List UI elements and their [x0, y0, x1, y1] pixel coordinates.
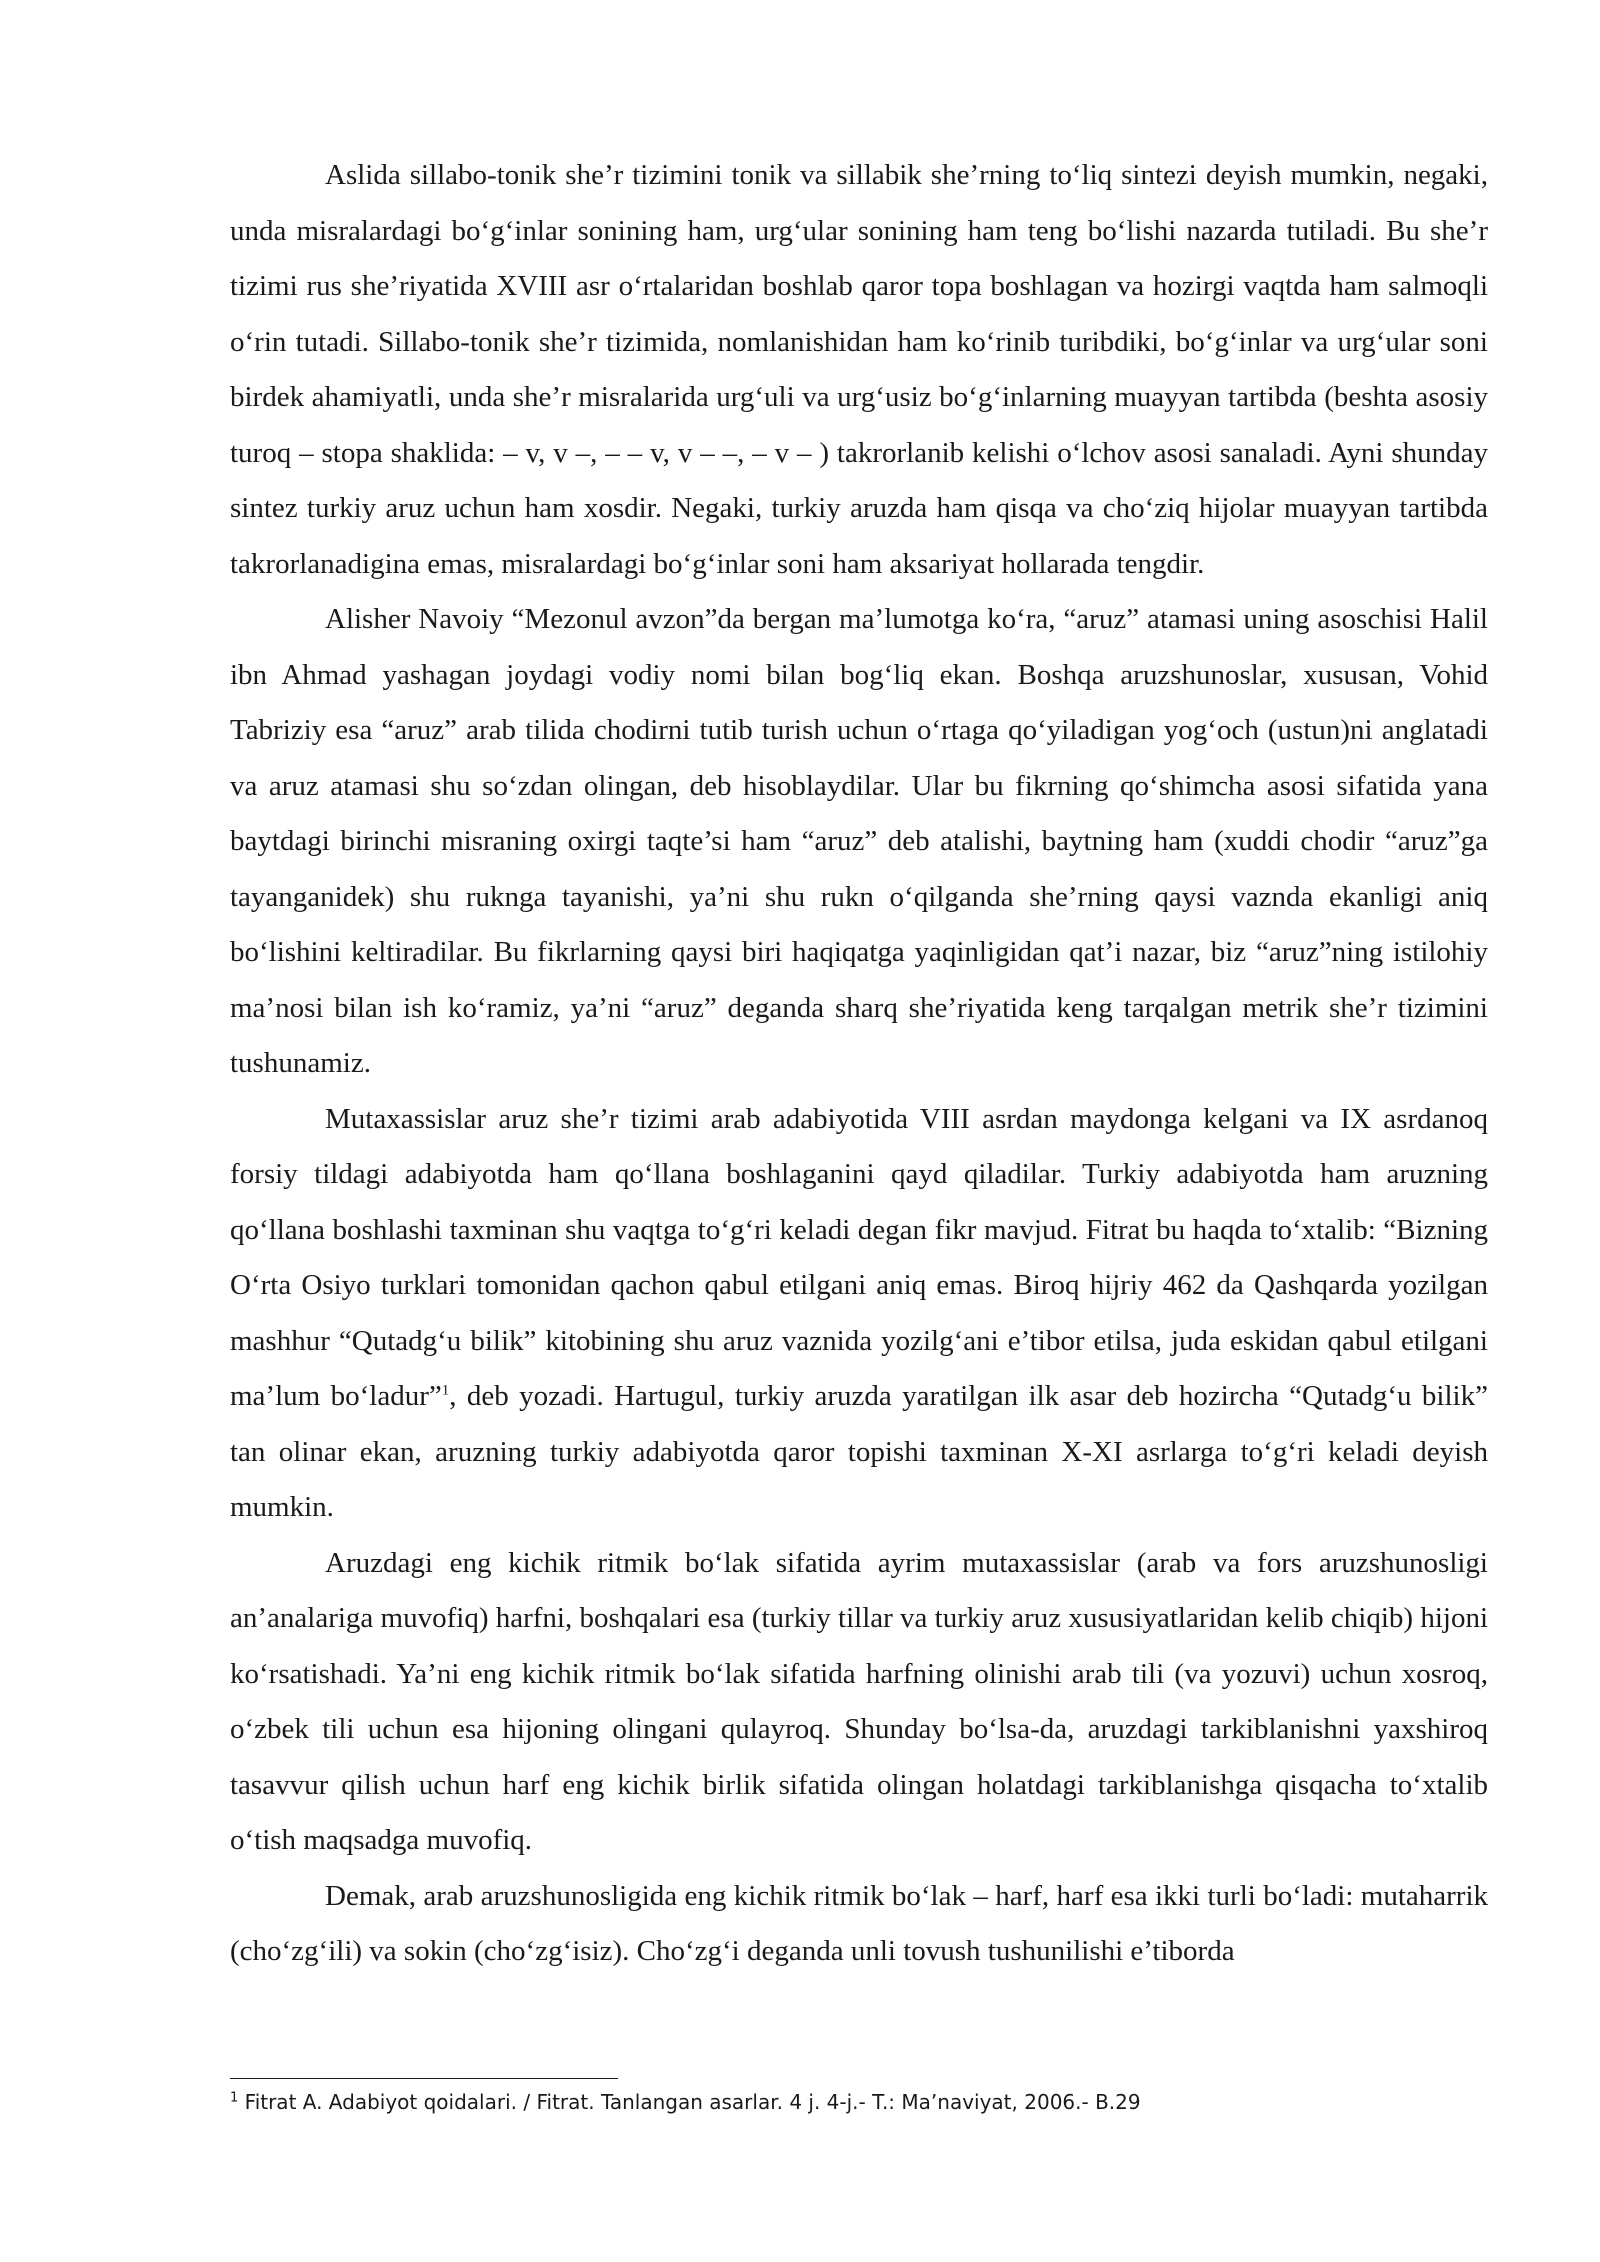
- footnote-marker: 1: [230, 2090, 239, 2106]
- paragraph-5: Demak, arab aruzshunosligida eng kichik ritmik bo‘lak – harf, harf esa ikki turli bo‘ladi: mutaharrik (cho‘zg‘ili) va sokin (cho‘zg‘isiz). Cho‘zg‘i deganda unli tovush tushunilishi e’tiborda: [230, 1879, 1488, 1967]
- paragraph-3: [230, 1092, 1488, 1536]
- paragraph-3-text-continued: , deb yozadi. Hartugul, turkiy aruzda yaratilgan ilk asar deb hozircha “Qutadg‘u bilik” tan olinar ekan, aruzning turkiy adabiyotda qaror topishi taxminan X-XI asrlarga to‘g‘ri keladi deyish mumkin.: [230, 1380, 1488, 1523]
- paragraph-2: Alisher Navoiy “Mezonul avzon”da bergan ma’lumotga ko‘ra, “aruz” atamasi uning asoschisi Halil ibn Ahmad yashagan joydagi vodiy nomi bilan bog‘liq ekan. Boshqa aruzshunoslar, xususan, Vohid Tabriziy esa “aruz” arab tilida chodirni tutib turish uchun o‘rtaga qo‘yiladigan yog‘och (ustun)ni anglatadi va aruz atamasi shu so‘zdan olingan, deb hisoblaydilar. Ular bu fikrning qo‘shimcha asosi sifatida yana baytdagi birinchi misraning oxirgi taqte’si ham “aruz” deb atalishi, baytning ham (xuddi chodir “aruz”ga tayanganidek) shu ruknga tayanishi, ya’ni shu rukn o‘qilganda she’rning qaysi vaznda ekanligi aniq bo‘lishini keltiradilar. Bu fikrlarning qaysi biri haqiqatga yaqinligidan qat’i nazar, biz “aruz”ning istilohiy ma’nosi bilan ish ko‘ramiz, ya’ni “aruz” deganda sharq she’riyatida keng tarqalgan metrik she’r tizimini tushunamiz.: [230, 603, 1488, 1079]
- paragraph-3-text: Mutaxassislar aruz she’r tizimi arab adabiyotida VIII asrdan maydonga kelgani va IX asrdanoq forsiy tildagi adabiyotda ham qo‘llana boshlaganini qayd qiladilar. Turkiy adabiyotda ham aruzning qo‘llana boshlashi taxminan shu vaqtga to‘g‘ri keladi degan fikr mavjud. Fitrat bu haqda to‘xtalib: “Bizning O‘rta Osiyo turklari tomonidan qachon qabul etilgani aniq emas. Biroq hijriy 462 da Qashqarda yozilgan mashhur “Qutadg‘u bilik” kitobining shu aruz vaznida yozilg‘ani e’tibor etilsa, juda eskidan qabul etilgani ma’lum bo‘ladur”: [230, 1102, 1488, 1412]
- body-text: [230, 148, 1488, 1980]
- footnote-text: Fitrat A. Adabiyot qoidalari. / Fitrat. Tanlangan asarlar. 4 j. 4-j.- T.: Ma’naviyat, 2006.- B.29: [244, 2090, 1141, 2114]
- paragraph-1: Aslida sillabo-tonik she’r tizimini tonik va sillabik she’rning to‘liq sintezi deyish mumkin, negaki, unda misralardagi bo‘g‘inlar sonining ham, urg‘ular sonining ham teng bo‘lishi nazarda tutiladi. Bu she’r tizimi rus she’riyatida XVIII asr o‘rtalaridan boshlab qaror topa boshlagan va hozirgi vaqtda ham salmoqli o‘rin tutadi. Sillabo-tonik she’r tizimida, nomlanishidan ham ko‘rinib turibdiki, bo‘g‘inlar va urg‘ular soni birdek ahamiyatli, unda she’r misralarida urg‘uli va urg‘usiz bo‘g‘inlarning muayyan tartibda (beshta asosiy turoq – stopa shaklida: – v, v –, – – v, v – –, – v – ) takrorlanib kelishi o‘lchov asosi sanaladi. Ayni shunday sintez turkiy aruz uchun ham xosdir. Negaki, turkiy aruzda ham qisqa va cho‘ziq hijolar muayyan tartibda takrorlanadigina emas, misralardagi bo‘g‘inlar soni ham aksariyat hollarada tengdir.: [230, 159, 1488, 580]
- footnote-separator: [230, 2078, 618, 2079]
- footnote-reference[interactable]: 1: [441, 1382, 450, 1399]
- paragraph-4: Aruzdagi eng kichik ritmik bo‘lak sifatida ayrim mutaxassislar (arab va fors aruzshunosligi an’analariga muvofiq) harfni, boshqalari esa (turkiy tillar va turkiy aruz xususiyatlaridan kelib chiqib) hijoni ko‘rsatishadi. Ya’ni eng kichik ritmik bo‘lak sifatida harfning olinishi arab tili (va yozuvi) uchun xosroq, o‘zbek tili uchun esa hijoning olingani qulayroq. Shunday bo‘lsa-da, aruzdagi tarkiblanishni yaxshiroq tasavvur qilish uchun harf eng kichik birlik sifatida olingan holatdagi tarkiblanishga qisqacha to‘xtalib o‘tish maqsadga muvofiq.: [230, 1546, 1488, 1856]
- footnote: [230, 2088, 1488, 2116]
